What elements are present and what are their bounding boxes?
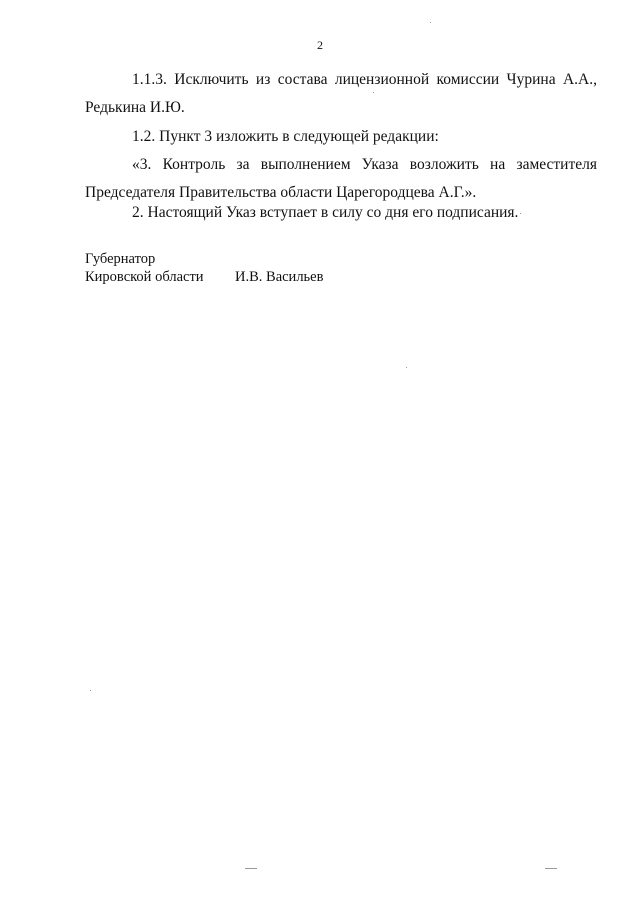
scan-speck bbox=[406, 367, 407, 368]
paragraph-1-1-3-line1: 1.1.3. Исключить из состава лицензионной комиссии Чурина А.А., bbox=[132, 71, 597, 88]
paragraph-1-1-3-line2: Редькина И.Ю. bbox=[85, 99, 185, 116]
scan-speck bbox=[90, 690, 91, 691]
scan-speck bbox=[545, 868, 557, 869]
scan-speck bbox=[373, 92, 374, 93]
scan-speck bbox=[520, 213, 521, 214]
scan-speck bbox=[245, 868, 257, 869]
paragraph-1-2: 1.2. Пункт 3 изложить в следующей редакции: bbox=[132, 128, 439, 145]
page-number: 2 bbox=[317, 38, 323, 52]
paragraph-2: 2. Настоящий Указ вступает в силу со дня его подписания. bbox=[132, 204, 519, 221]
quoted-clause-line2: Председателя Правительства области Царегородцева А.Г.». bbox=[85, 184, 477, 201]
signature-name: И.В. Васильев bbox=[235, 269, 324, 285]
quoted-clause-line1: «3. Контроль за выполнением Указа возложить на заместителя bbox=[132, 156, 597, 173]
signature-title-line2: Кировской области bbox=[85, 269, 204, 285]
scan-speck bbox=[430, 22, 431, 23]
signature-title-line1: Губернатор bbox=[85, 251, 156, 267]
